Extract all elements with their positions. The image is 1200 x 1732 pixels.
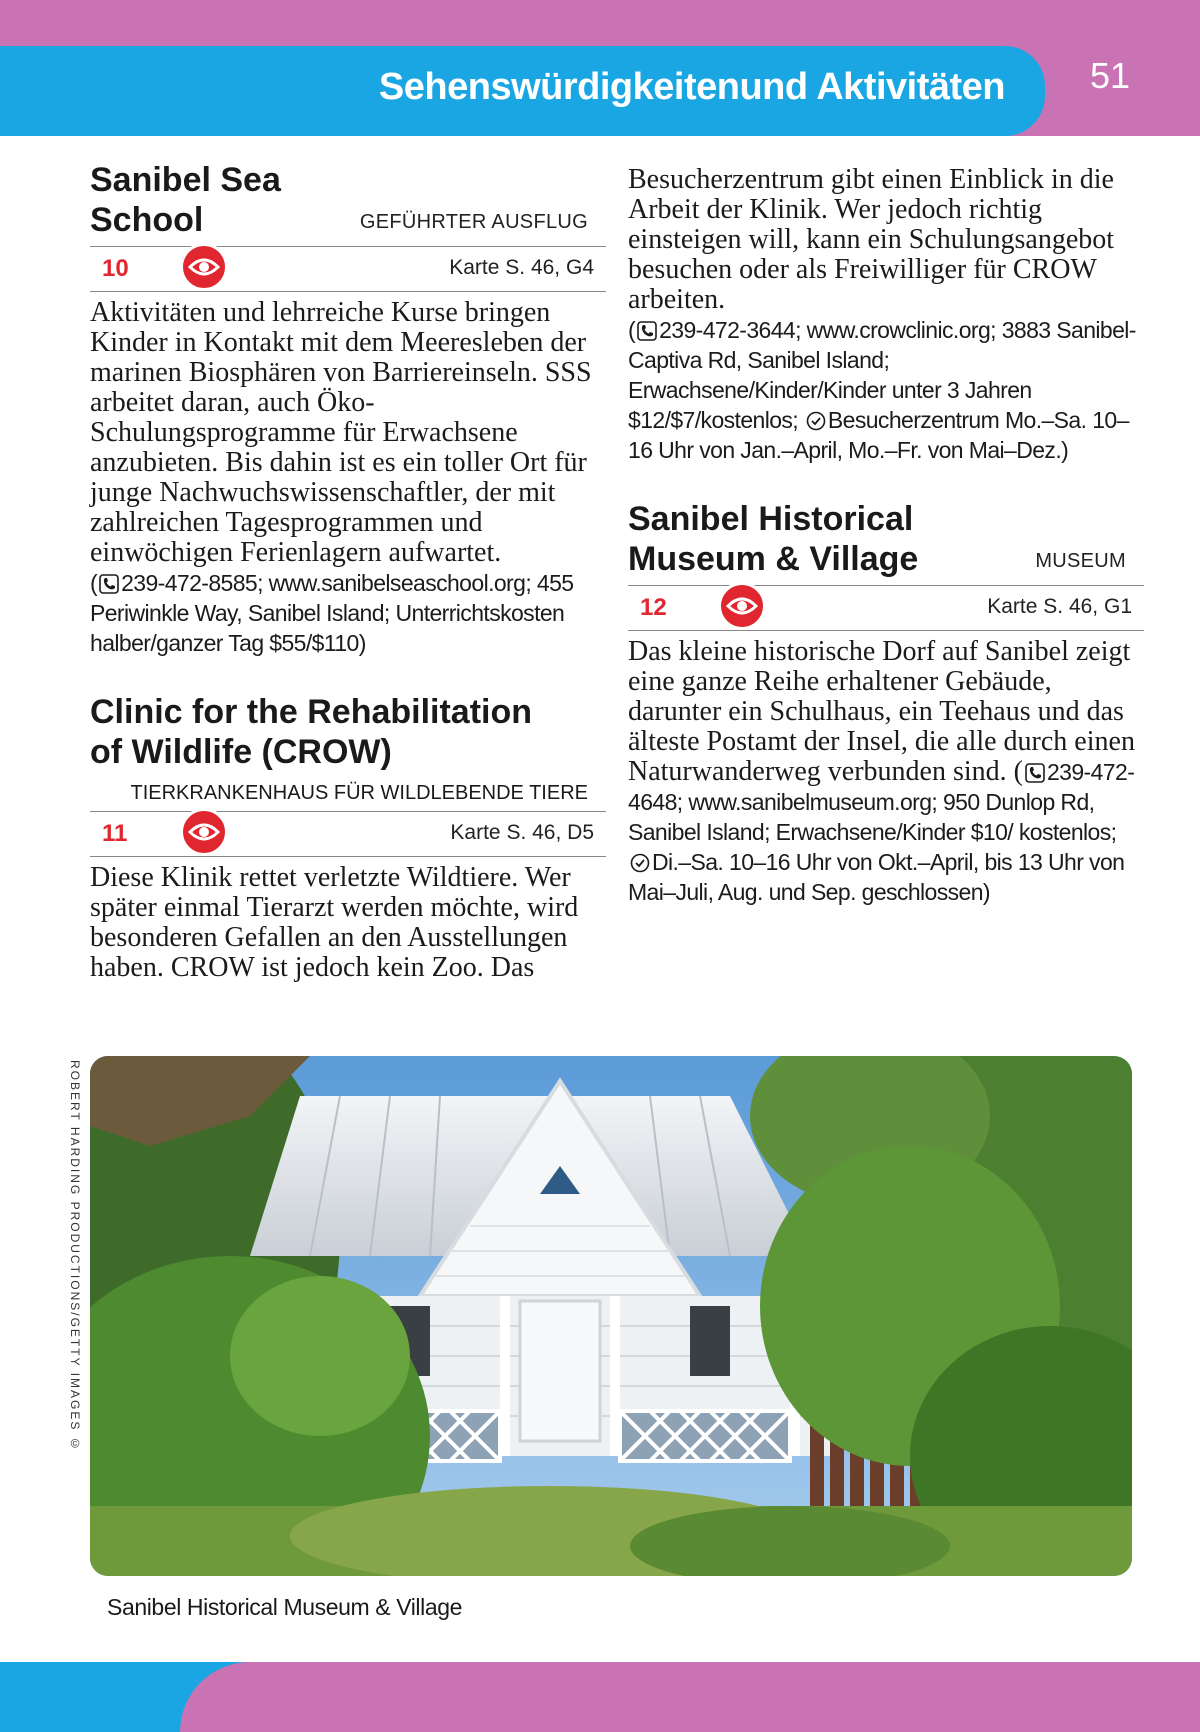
bottom-pink-bar bbox=[180, 1662, 1200, 1732]
entry-number: 10 bbox=[102, 255, 129, 282]
map-reference: Karte S. 46, D5 bbox=[450, 821, 594, 844]
entry-title: Sanibel Sea School bbox=[90, 161, 281, 239]
entry-number: 11 bbox=[102, 820, 128, 847]
entry-title: Clinic for the Rehabilitation of Wildlife (CROW) bbox=[90, 693, 533, 771]
left-column bbox=[90, 160, 606, 983]
phone-icon bbox=[637, 318, 657, 338]
museum-photo bbox=[90, 1056, 1132, 1576]
entry-number: 12 bbox=[640, 594, 667, 621]
ref-row bbox=[90, 246, 606, 292]
entry-description-continued: Besucherzentrum gibt einen Einblick in die Arbeit der Klinik. Wer jedoch richtig einsteigen will, kann ein Schulungsangebot besuchen oder als Freiwilliger für CROW arbeiten. bbox=[628, 164, 1115, 315]
entry-description: Das kleine historische Dorf auf Sanibel zeigt eine ganze Reihe erhaltener Gebäude, darunter ein Schulhaus, ein Teehaus und das älteste Postamt der Insel, die alle durch einen Naturwanderweg verbunden sind. ( 239-472-4648; www.sanibelmuseum.org; 950 Dunlop Rd, Sanibel Island; Erwachsene/Kinder $10/ kostenlos; Di.–Sa. 10–16 Uhr von Okt.–April, bis 13 Uhr von Mai–Juli, Aug. und Sep. geschlossen) bbox=[628, 636, 1135, 905]
entry-title-row bbox=[628, 499, 1144, 579]
eye-icon bbox=[180, 808, 228, 856]
entry-sanibel-sea-school bbox=[90, 160, 606, 658]
entry-type: TIERKRANKENHAUS FÜR WILDLEBENDE TIERE bbox=[130, 782, 588, 804]
entry-info: ( 239-472-8585; www.sanibelseaschool.org; 455 Periwinkle Way, Sanibel Island; Unterrichtskosten halber/ganzer Tag $55/$110) bbox=[90, 570, 574, 656]
entry-type: GEFÜHRTER AUSFLUG bbox=[359, 211, 588, 233]
entry-title: Sanibel Historical Museum & Village bbox=[628, 500, 919, 578]
entry-crow bbox=[90, 692, 606, 983]
photo-caption: Sanibel Historical Museum & Village bbox=[107, 1594, 463, 1620]
section-title: Sehenswürdigkeitenund Aktivitäten bbox=[378, 66, 1005, 108]
phone-icon bbox=[99, 571, 119, 591]
photo-illustration bbox=[90, 1056, 1132, 1576]
ref-row bbox=[90, 811, 606, 857]
entry-historical-museum bbox=[628, 499, 1144, 907]
eye-icon bbox=[718, 582, 766, 630]
page-number: 51 bbox=[1090, 55, 1131, 96]
map-reference: Karte S. 46, G1 bbox=[987, 595, 1132, 618]
entry-description: Diese Klinik rettet verletzte Wildtiere. Wer später einmal Tierarzt werden möchte, wird besonderen Gefallen an den Ausstellungen haben. CROW ist jedoch kein Zoo. Das bbox=[90, 862, 579, 983]
map-reference: Karte S. 46, G4 bbox=[449, 256, 594, 279]
entry-info: ( 239-472-3644; www.crowclinic.org; 3883 Sanibel-Captiva Rd, Sanibel Island; Erwachsene/Kinder/Kinder unter 3 Jahren $12/$7/kostenlos; Besucherzentrum Mo.–Sa. 10–16 Uhr von Jan.–April, Mo.–Fr. von Mai–Dez.) bbox=[628, 317, 1136, 463]
clock-icon bbox=[630, 850, 650, 870]
entry-title-row bbox=[90, 160, 606, 240]
section-header-tab bbox=[0, 46, 1045, 136]
phone-icon bbox=[1025, 760, 1045, 780]
entry-type: MUSEUM bbox=[1035, 550, 1126, 572]
clock-icon bbox=[806, 408, 826, 428]
entry-description: Aktivitäten und lehrreiche Kurse bringen Kinder in Kontakt mit dem Meeresleben der marinen Biosphären von Barriereinseln. SSS arbeitet daran, auch Öko-Schulungsprogramme für Erwachsene anzubieten. Bis dahin ist es ein toller Ort für junge Nachwuchswissenschaftler, der mit zahlreichen Tagesprogrammen und einwöchigen Ferienlagern aufwartet. bbox=[90, 297, 592, 568]
eye-icon bbox=[180, 243, 228, 291]
ref-row bbox=[628, 585, 1144, 631]
photo-credit: ROBERT HARDING PRODUCTIONS/GETTY IMAGES © bbox=[68, 1060, 82, 1453]
right-column bbox=[628, 165, 1144, 907]
